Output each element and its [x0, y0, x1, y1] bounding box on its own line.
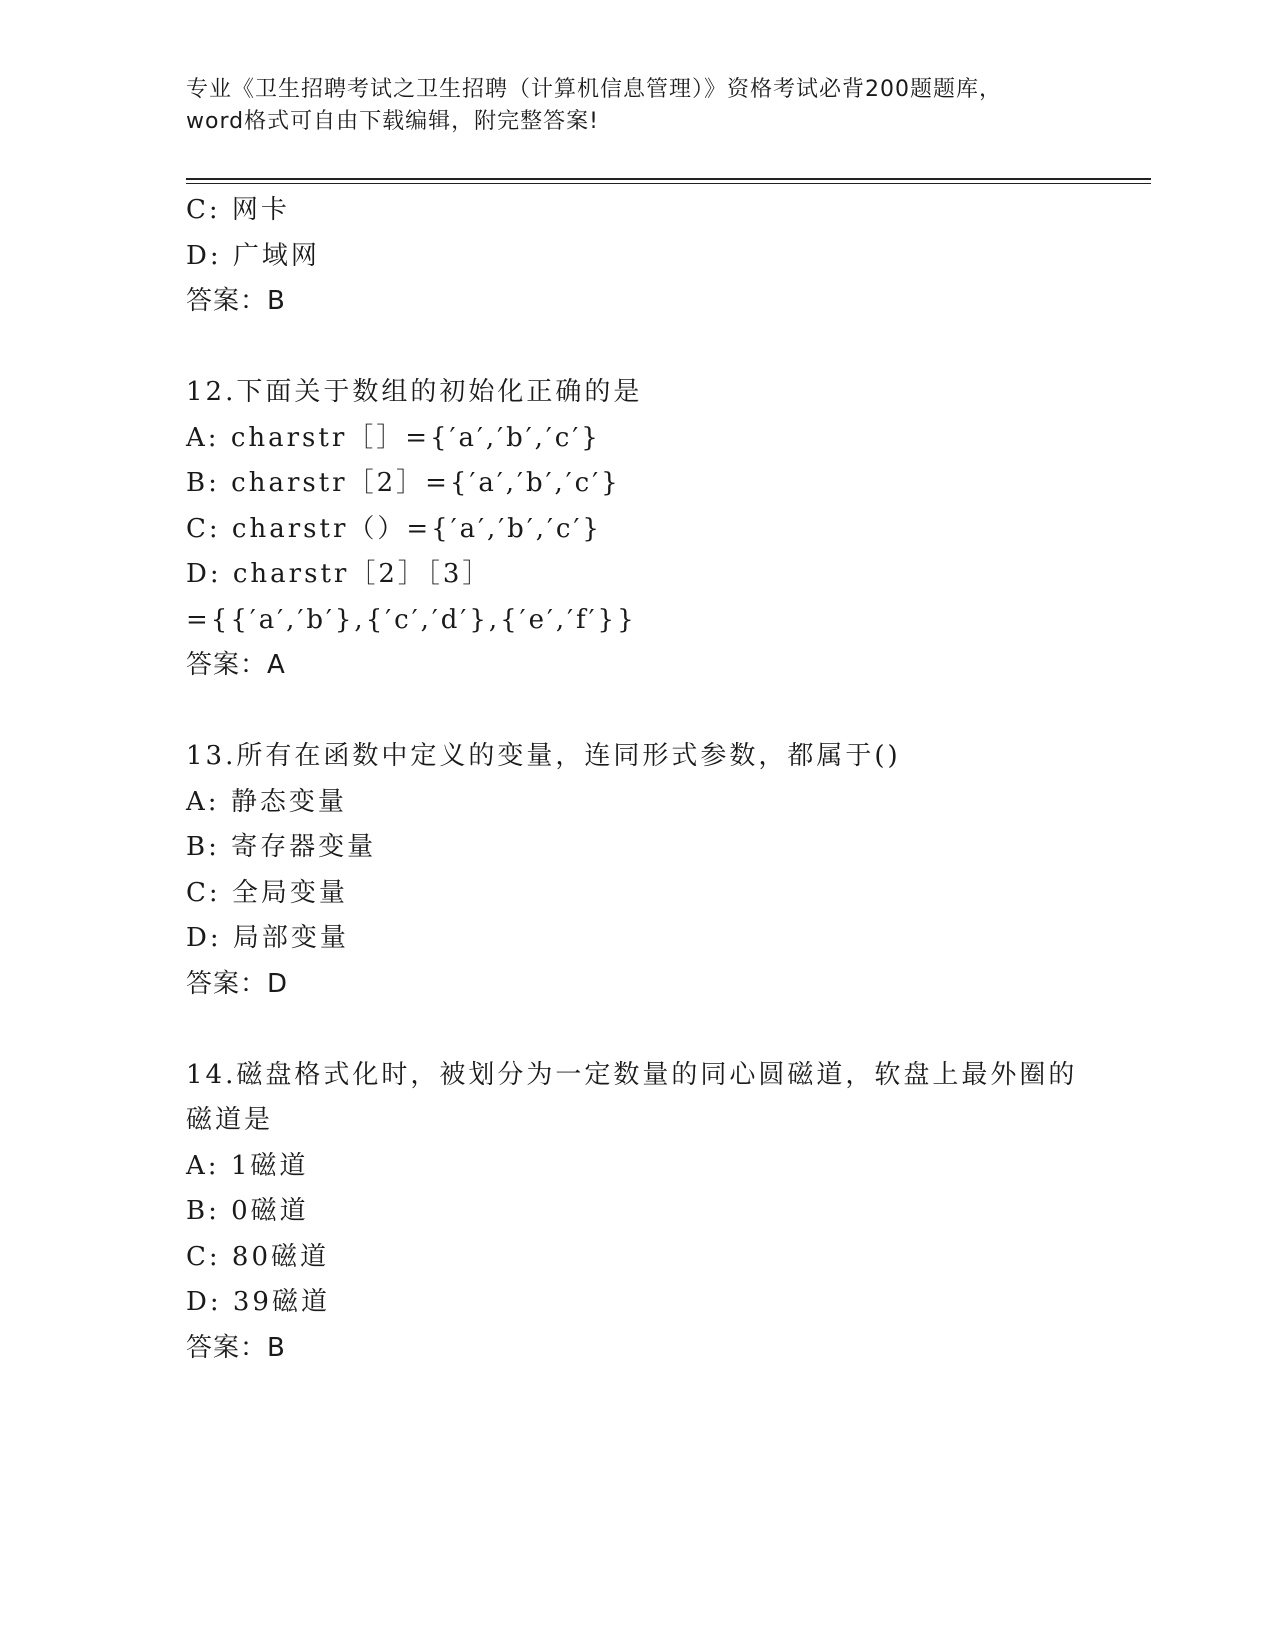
option-key: C: — [186, 1241, 221, 1272]
option-key: C: — [186, 195, 221, 225]
option-key: D: — [186, 240, 222, 271]
option-text: charstr［2］［3］ — [232, 559, 492, 589]
answer-line: 答案：D — [186, 968, 289, 999]
option-b — [186, 1189, 1086, 1235]
option-text: 39磁道 — [232, 1287, 330, 1317]
option-text: 广域网 — [232, 240, 320, 271]
spacer — [186, 325, 1086, 371]
header-divider — [186, 178, 1151, 180]
question-title: 12.下面关于数组的初始化正确的是 — [186, 377, 643, 407]
option-d — [186, 916, 1086, 962]
option-a — [186, 780, 1086, 826]
spacer — [186, 689, 1086, 735]
option-text: charstr（）={′a′,′b′,′c′} — [231, 513, 602, 544]
answer-line: 答案：A — [186, 650, 286, 680]
question-13 — [186, 734, 1086, 1007]
option-text: 局部变量 — [232, 923, 349, 953]
option-key: C: — [186, 877, 221, 908]
header-line-2: word格式可自由下载编辑，附完整答案! — [186, 109, 599, 134]
question-title-line-1: 14.磁盘格式化时，被划分为一定数量的同心圆磁道，软盘上最外圈的 — [186, 1059, 1078, 1090]
question-title: 13.所有在函数中定义的变量，连同形式参数，都属于() — [186, 741, 901, 771]
option-key: D: — [186, 559, 222, 589]
spacer — [186, 1007, 1086, 1053]
header-line-1: 专业《卫生招聘考试之卫生招聘（计算机信息管理）》资格考试必背200题题库， — [186, 77, 1002, 102]
option-c — [186, 871, 1086, 917]
option-text: 静态变量 — [230, 786, 347, 817]
option-key: A: — [186, 422, 220, 453]
option-key: D: — [186, 923, 222, 953]
option-key: C: — [186, 513, 221, 544]
option-text: 1磁道 — [230, 1150, 309, 1181]
document-body — [186, 188, 1086, 1371]
option-text: 80磁道 — [231, 1241, 330, 1272]
answer-line: 答案：B — [186, 1332, 286, 1363]
option-c — [186, 1235, 1086, 1281]
option-key: A: — [186, 786, 220, 817]
option-text: charstr［］={′a′,′b′,′c′} — [230, 422, 601, 453]
question-12 — [186, 370, 1086, 689]
answer-line: 答案：B — [186, 286, 286, 316]
option-c — [186, 507, 1086, 553]
option-d — [186, 552, 1086, 598]
option-text: 网卡 — [231, 195, 290, 225]
question-14 — [186, 1053, 1086, 1372]
option-a — [186, 416, 1086, 462]
option-text: charstr［2］={′a′,′b′,′c′} — [231, 468, 621, 498]
option-key: B: — [186, 468, 220, 498]
option-b — [186, 825, 1086, 871]
option-text: 寄存器变量 — [231, 832, 377, 862]
question-title-line-2: 磁道是 — [186, 1105, 274, 1135]
option-d — [186, 234, 1086, 280]
option-d-continuation: ={{′a′,′b′},{′c′,′d′},{′e′,′f′}} — [186, 604, 637, 635]
option-key: B: — [186, 1196, 220, 1226]
option-text: 全局变量 — [231, 877, 348, 908]
option-key: A: — [186, 1150, 220, 1181]
option-a — [186, 1144, 1086, 1190]
header-divider-thin — [186, 183, 1151, 184]
option-text: 0磁道 — [231, 1196, 309, 1226]
option-key: B: — [186, 832, 220, 862]
option-b — [186, 461, 1086, 507]
option-key: D: — [186, 1287, 222, 1317]
document-header — [186, 74, 1086, 138]
option-c — [186, 188, 1086, 234]
prev-question — [186, 188, 1086, 325]
option-d — [186, 1280, 1086, 1326]
